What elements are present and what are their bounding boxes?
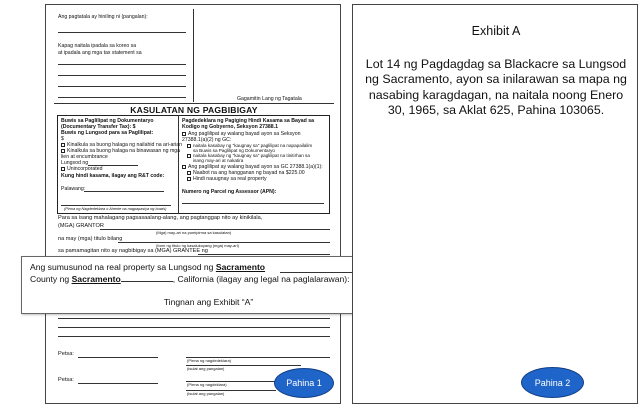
recorder-divider [193,9,194,102]
rt-code-label: Kung hindi kasama, ilagay ang R&T code: [61,173,165,179]
not-real-property-label: Hindi nauugnay sa real property [193,176,267,182]
consideration-text: Para sa isang mahalagang pagsasaalang-alang, ang pagtanggap nito ay kinikilala, [58,215,263,221]
exhibit-page-2 [352,4,638,404]
apn-line [182,203,324,204]
field-line [58,86,186,87]
exemption-header-cont: Kodigo ng Gobyerno, Seksyon 27388.1 [182,124,278,130]
date-line-2 [78,383,158,384]
city-tax-label: Buwis ng Lungsod para sa Paglilipat: [61,130,154,136]
dtt-related-label-cont: sa Buwis sa Paglilipat ng Dokumentaryo [193,148,275,153]
date-label-1: Petsa: [58,351,74,357]
exhibit-title: Exhibit A [471,24,521,38]
callout-county-rule [121,281,173,282]
dtt-related-checkbox[interactable] [187,144,191,148]
tax-statement-label: at ipadala ang mga tax statement sa [58,50,142,56]
explanation-label: Palawang: [61,186,86,192]
dtt-amount: (Documentary Transfer Tax): $ [61,124,136,130]
legal-description-line [58,336,330,337]
grantor-label: (MGA) GRANTOR [58,223,104,229]
city-tax-amount: $ [61,136,64,142]
owner-occupied-checkbox[interactable] [187,154,191,158]
tax-box-divider [178,115,179,214]
dtt-related-label: naitala kasabay ng "kaugnay sa" paglilipat na napapailalim [193,143,313,148]
recorder-use-label: Gagamitin Lang ng Tagatala [237,96,302,102]
exempt-a2-label-cont: 27388.1(a)(2) ng GC: [182,137,232,143]
legal-description-callout [21,256,394,314]
exemption-header: Pagdedeklara ng Pagiging Hindi Kasama sa Bayad sa [182,118,315,124]
page-2-badge: Pahina 2 [521,367,584,398]
owner-occupied-label: naitala kasabay ng "kaugnay sa" paglilipat na tinitirhan sa [193,153,310,158]
callout-county-prefix: County ng [30,274,70,284]
field-line [58,75,186,76]
signature-caption-1: (Pirma ng nagdedeklara) [187,358,232,363]
title-caption: (form ng titulo ng kasalukuyang (mga) may-ari) [156,243,239,248]
less-liens-label-cont: lien at encumbrance [61,154,108,160]
exempt-a1-label: Ang paglilipat ay walang bayad ayon sa GC 27388.1(a)(1): [188,164,323,170]
explanation-line [84,191,164,192]
exempt-a2-label: Ang paglilipat ay walang bayad ayon sa Seksyon [188,131,301,137]
not-real-property-checkbox[interactable] [187,177,191,181]
city-label: Lungsod ng [61,160,89,166]
printed-name-caption-1: (isulat ang pangalan) [187,366,225,371]
page-1-badge: Pahina 1 [274,368,334,398]
callout-county-suffix: , California (ilagay ang legal na paglalarawan): [172,274,350,284]
title-held-label: na may (mga) titulo bilang [58,236,123,242]
fee-cap-label: Naabot na ang hangganan ng bayad na $225.00 [193,170,305,176]
full-value-checkbox[interactable] [61,143,65,147]
exhibit-body: Lot 14 ng Pagdagdag sa Blackacre sa Lungsod ng Sacramento, ayon sa inilarawan sa mapa ng nasabing karagdagan, na naitala noong Enero 30, 1965, sa Aklat 625, Pahina 103065. [365,57,627,118]
field-line [58,64,186,65]
exempt-a1-checkbox[interactable] [182,165,186,169]
callout-county: Sacramento [71,274,121,284]
unincorporated-checkbox[interactable] [61,167,65,171]
unincorporated-label: Unincorporated [67,166,103,172]
callout-city-prefix: Ang sumusunod na real property sa Lungsod ng [30,262,214,272]
recording-requested-by: Ang pagtatala ay hiniling ni (pangalan): [58,14,148,20]
dtt-header: Buwis sa Paglilipat ng Dokumentaryo [61,118,154,124]
grantee-label: sa pamamagitan nito ay nagbibigay sa (MGA) GRANTEE ng [58,248,208,254]
printed-name-caption-2: (isulat ang pangalan) [187,391,225,396]
deed-title: KASULATAN NG PAGBIBIGAY [130,105,258,115]
less-liens-label: Kinalkula sa buong halaga na binawasan ng mga [67,148,181,154]
full-value-label: Kinalkula sa buong halaga ng nailahid na ari-arian [67,142,183,148]
mail-to-label: Kapag naitala ipadala sa koreo sa [58,43,137,49]
less-liens-checkbox[interactable] [61,149,65,153]
apn-label: Numero ng Parcel ng Assessor (APN): [182,189,277,195]
exempt-a2-checkbox[interactable] [182,132,186,136]
exhibit-reference: Tingnan ang Exhibit “A” [163,297,254,307]
field-line [58,32,186,33]
fee-cap-checkbox[interactable] [187,171,191,175]
date-line-1 [78,357,158,358]
deed-page-1 [45,4,341,404]
signature-caption-2: (Pirma ng nagdeklara) [187,382,227,387]
legal-description-line [58,327,330,328]
declarant-signature-caption: (Pirma ng Nagdedeklara o Ahente na nagpapasiya ng buwis) [64,207,167,211]
owner-occupied-label-cont: isang may-ari at nakatira [193,158,244,163]
date-label-2: Petsa: [58,377,74,383]
grantor-caption: (Mga) may-ari na pumipirma sa kasulatan) [156,230,232,235]
callout-line-1 [30,262,265,272]
field-line [58,97,186,98]
grantee-line [198,254,330,255]
section-divider [54,103,334,104]
callout-city: Sacramento [215,262,266,272]
callout-line-2 [30,274,350,284]
legal-description-line [58,318,330,319]
